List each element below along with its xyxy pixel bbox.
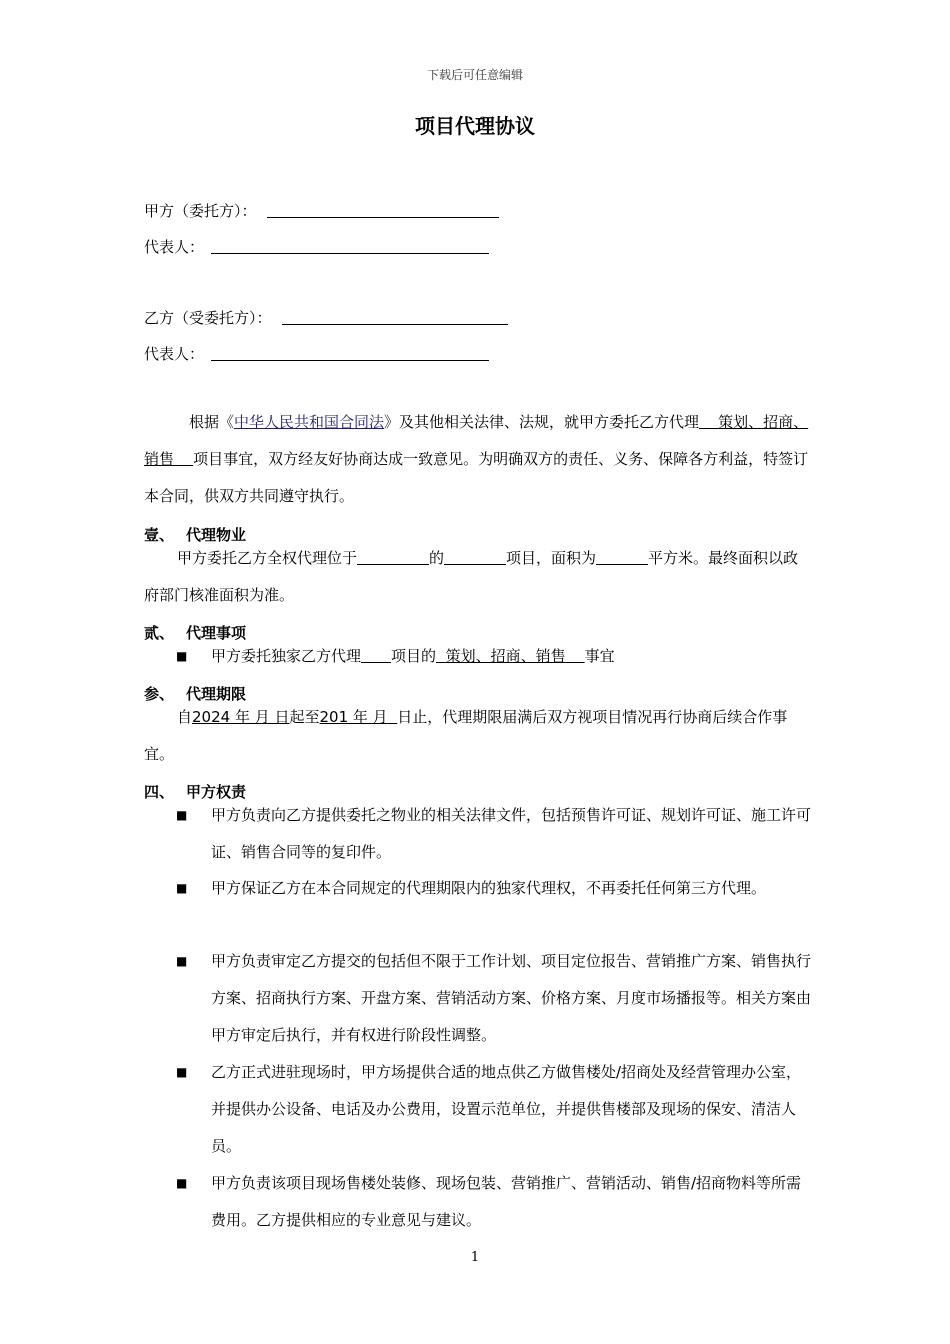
list-item	[176, 1165, 816, 1239]
list-item	[176, 870, 816, 907]
preamble-text-3: 项目事宜，双方经友好协商达成一致意见。为明确双方的责任、义务、保障各方利益，特签订本合同，供双方共同遵守执行。	[144, 450, 809, 505]
list-item	[176, 797, 816, 871]
section-2-project-blank[interactable]	[361, 646, 391, 663]
section-1-text-2: 的	[429, 549, 445, 567]
party-a-line	[144, 200, 499, 221]
section-4-title: 甲方权责	[186, 783, 247, 801]
list-item-text: 甲方负责向乙方提供委托之物业的相关法律文件，包括预售许可证、规划许可证、施工许可证、销售合同等的复印件。	[211, 806, 812, 861]
project-blank[interactable]	[444, 548, 506, 565]
party-a-rep-label: 代表人：	[144, 238, 205, 256]
list-item-text: 乙方正式进驻现场时，甲方场提供合适的地点供乙方做售楼处/招商处及经营管理办公室，并提供办公设备、电话及办公费用，设置示范单位，并提供售楼部及现场的保安、清洁人员。	[211, 1063, 802, 1155]
party-b-rep-label: 代表人：	[144, 345, 205, 363]
section-2-title: 代理事项	[186, 624, 247, 642]
end-date-text: 201 年 月	[319, 708, 388, 726]
section-3-text-3: 日止，代理期限届满后双方视项目情况再行协商后续合作事宜。	[144, 708, 788, 763]
section-3-paragraph	[144, 699, 810, 773]
list-item	[176, 1054, 816, 1165]
section-2-scope-text: 策划、招商、销售	[445, 647, 566, 665]
section-3-number: 参、	[144, 685, 175, 703]
section-1-text-4: 平方米。最终面积以政府部门核准面积为准。	[144, 549, 799, 604]
party-a-rep-line	[144, 236, 489, 257]
page-number: 1	[470, 1250, 480, 1265]
section-2-scope	[436, 647, 585, 665]
bullet-icon: ■	[176, 954, 188, 968]
area-blank[interactable]	[596, 548, 648, 565]
start-date: 2024 年 月 日	[192, 708, 290, 726]
page-header: 下载后可任意编辑	[426, 68, 523, 82]
bullet-icon: ■	[176, 881, 188, 895]
section-4-number: 四、	[144, 783, 175, 801]
list-item	[176, 943, 816, 1054]
section-2-text-1: 甲方委托独家乙方代理	[211, 647, 362, 665]
bullet-icon: ■	[176, 808, 188, 822]
party-b-blank[interactable]	[282, 308, 508, 325]
section-1-number: 壹、	[144, 526, 175, 544]
bullet-icon: ■	[176, 1176, 188, 1190]
party-a-blank[interactable]	[267, 201, 499, 218]
section-3-title: 代理期限	[186, 685, 247, 703]
section-2-text-2: 项目的	[391, 647, 437, 665]
section-3-text-2: 起至	[289, 708, 320, 726]
section-1-text-3: 项目，面积为	[506, 549, 597, 567]
party-a-rep-blank[interactable]	[211, 237, 489, 254]
party-b-rep-line	[144, 343, 489, 364]
preamble-text-2: 》及其他相关法律、法规，就甲方委托乙方代理	[384, 413, 700, 431]
preamble-paragraph	[144, 404, 810, 515]
section-2-text-3: 事宜	[584, 647, 615, 665]
section-1-title: 代理物业	[186, 526, 247, 544]
section-1-paragraph	[144, 540, 810, 614]
list-item-text: 甲方保证乙方在本合同规定的代理期限内的独家代理权，不再委托任何第三方代理。	[211, 879, 767, 897]
section-3-text-1: 自	[177, 708, 193, 726]
party-a-label: 甲方（委托方）：	[144, 202, 257, 220]
section-1-text-1: 甲方委托乙方全权代理位于	[177, 549, 358, 567]
contract-law-link[interactable]: 中华人民共和国合同法	[234, 413, 385, 431]
list-item-text: 甲方负责审定乙方提交的包括但不限于工作计划、项目定位报告、营销推广方案、销售执行方案、招商执行方案、开盘方案、营销活动方案、价格方案、月度市场播报等。相关方案由甲方审定后执行，并有权进行阶段性调整。	[211, 952, 812, 1044]
party-b-label: 乙方（受委托方）：	[144, 309, 272, 327]
section-2-number: 贰、	[144, 624, 175, 642]
preamble-scope-text: 策划、招商、销售	[144, 413, 809, 468]
preamble-text-1: 根据《	[189, 413, 235, 431]
document-title: 项目代理协议	[415, 114, 535, 138]
bullet-icon: ■	[176, 1065, 188, 1079]
section-2-item	[176, 638, 816, 675]
party-b-rep-blank[interactable]	[211, 344, 489, 361]
end-date	[320, 708, 398, 726]
location-blank[interactable]	[357, 548, 429, 565]
list-item-text: 甲方负责该项目现场售楼处装修、现场包装、营销推广、营销活动、销售/招商物料等所需费用。乙方提供相应的专业意见与建议。	[211, 1174, 802, 1229]
bullet-icon: ■	[176, 649, 188, 663]
party-b-line	[144, 307, 508, 328]
